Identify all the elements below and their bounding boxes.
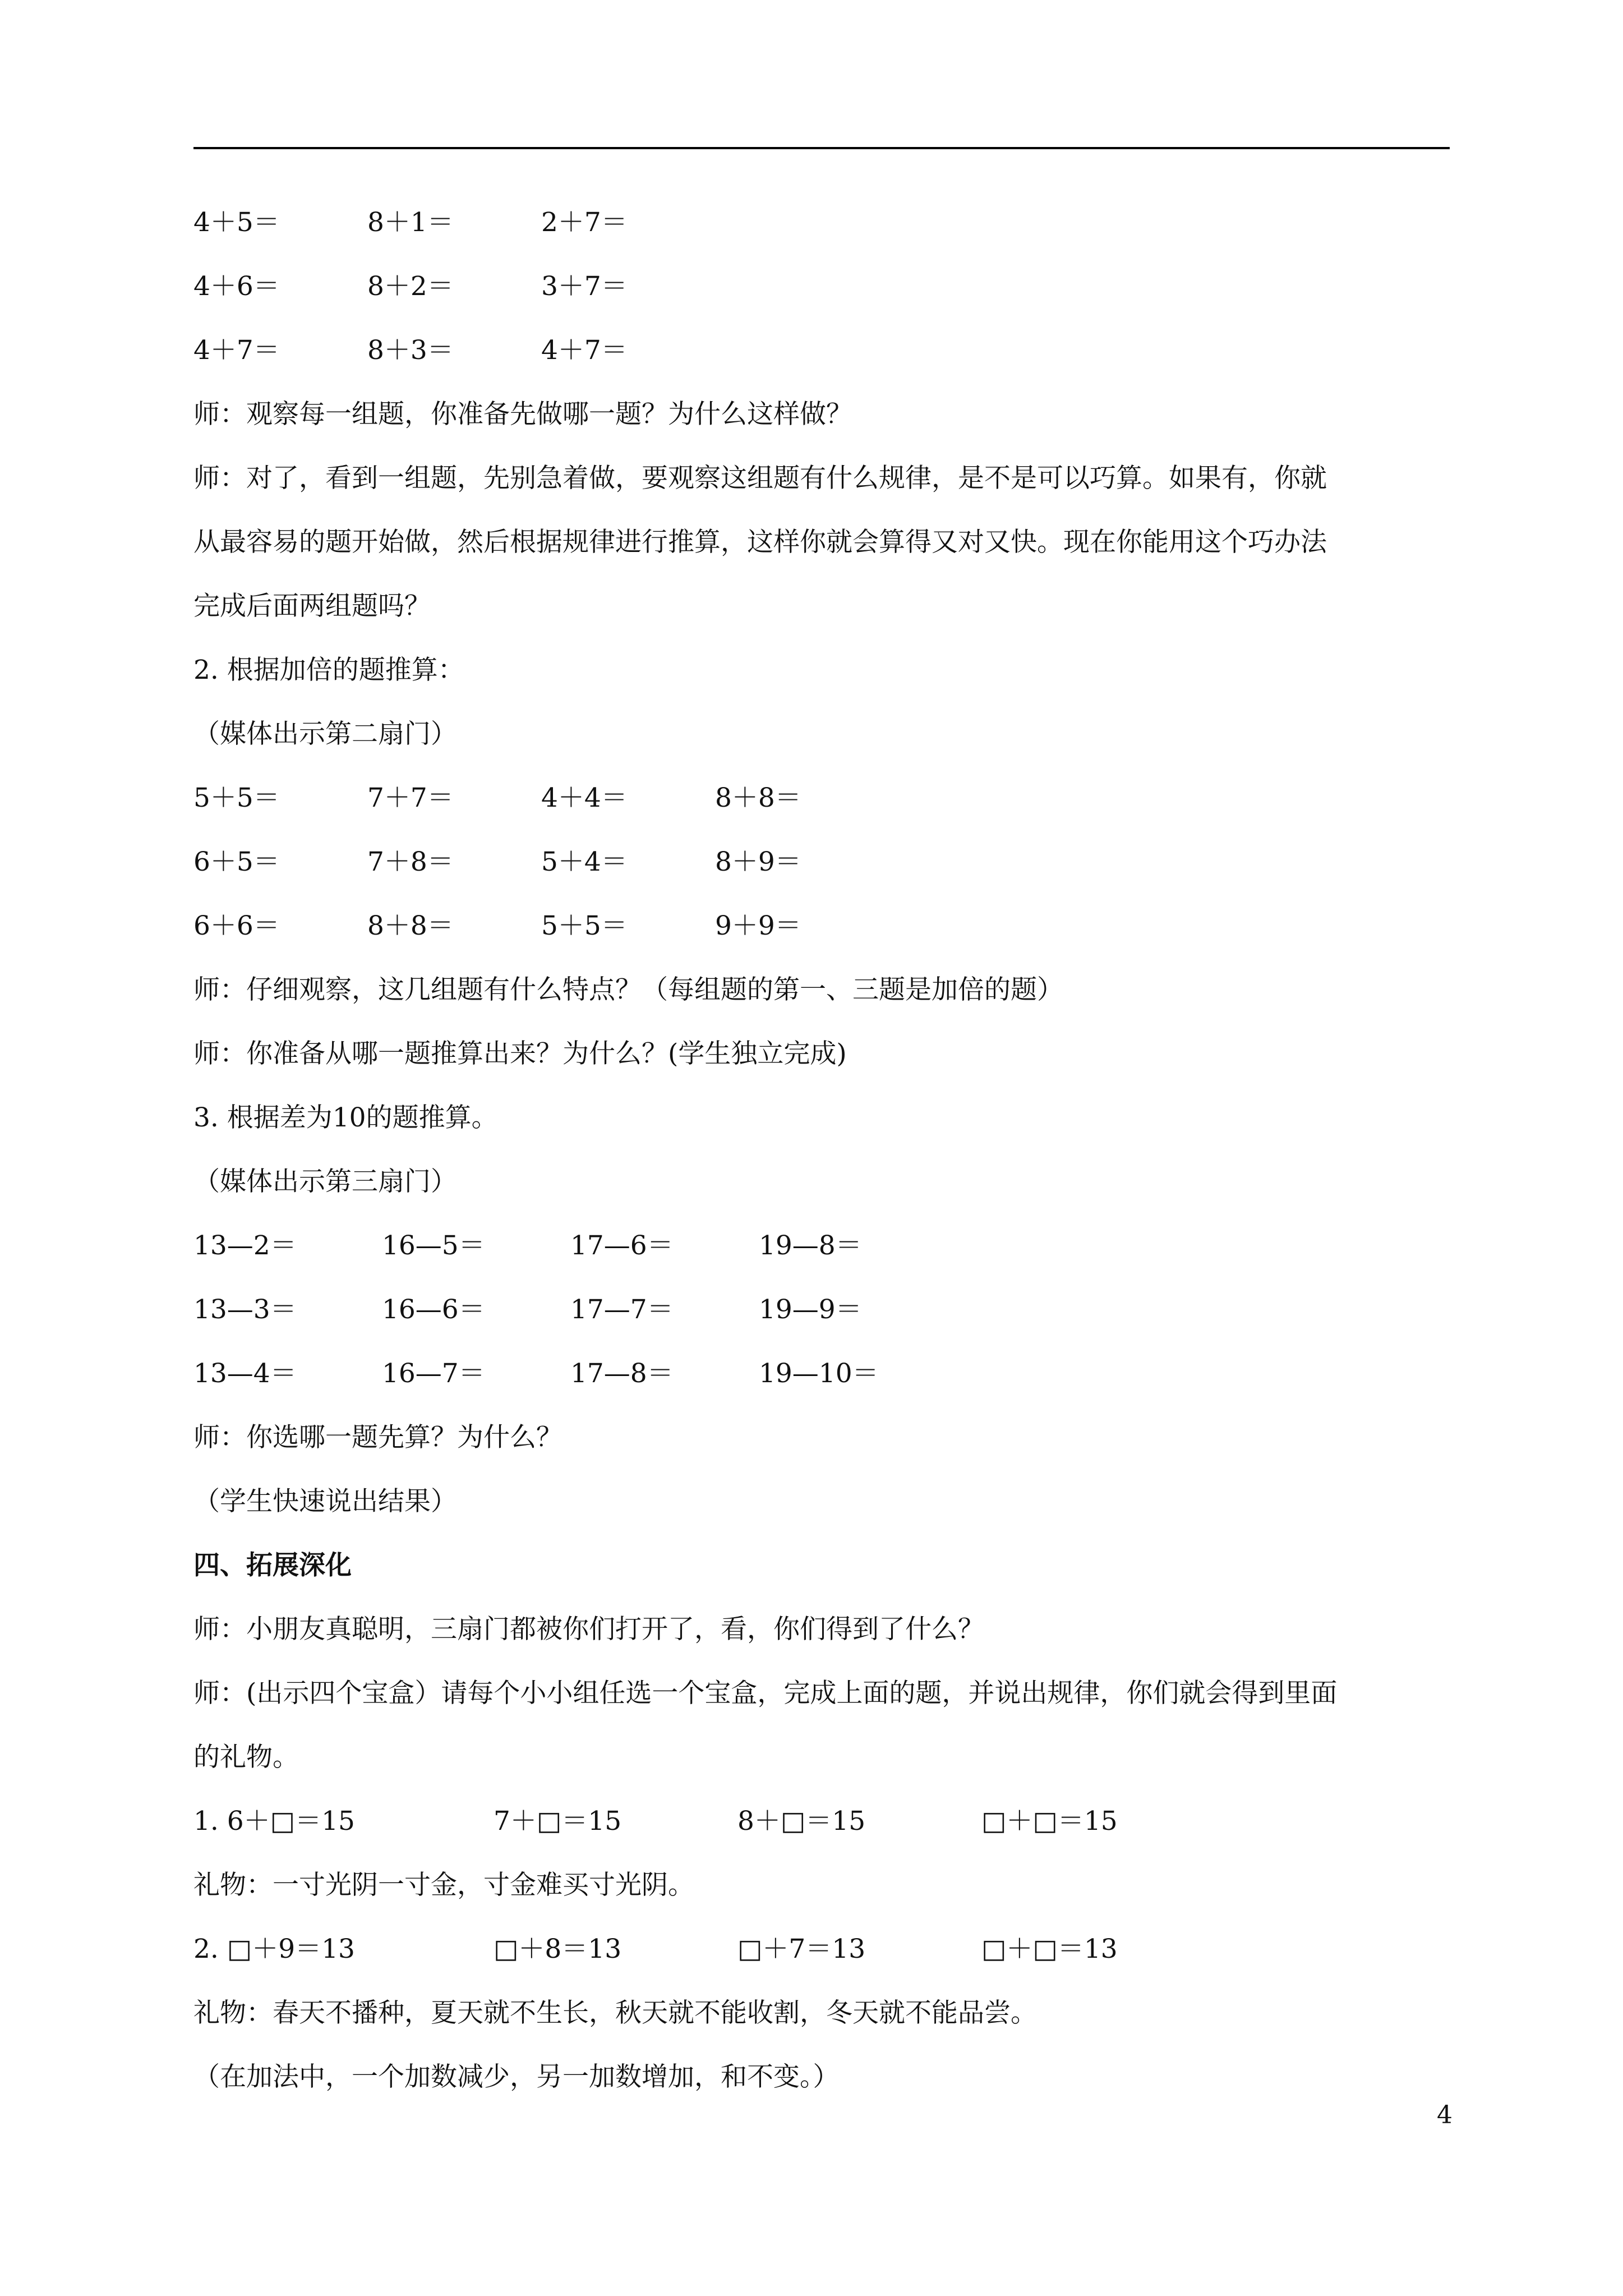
paragraph: 师：观察每一组题，你准备先做哪一题？为什么这样做？ bbox=[193, 399, 852, 430]
equation: 19—9＝ bbox=[759, 1294, 862, 1325]
equation: 19—8＝ bbox=[759, 1230, 862, 1261]
equation: 8＋1＝ bbox=[367, 207, 454, 238]
equation-row bbox=[193, 1278, 1450, 1342]
equation-row bbox=[193, 1342, 1450, 1406]
equation: 16—6＝ bbox=[382, 1294, 485, 1325]
equation: 4＋4＝ bbox=[541, 783, 628, 813]
media-note: （媒体出示第二扇门） bbox=[193, 719, 457, 749]
subheading: 2. 根据加倍的题推算： bbox=[193, 655, 464, 685]
equation: 16—5＝ bbox=[382, 1230, 485, 1261]
equation: 9＋9＝ bbox=[715, 910, 801, 941]
equation: 17—8＝ bbox=[570, 1358, 674, 1389]
gift-text: 礼物：一寸光阴一寸金，寸金难买寸光阴。 bbox=[193, 1870, 694, 1901]
equation-row bbox=[193, 1214, 1450, 1278]
subheading: 3. 根据差为10的题推算。 bbox=[193, 1102, 498, 1133]
header-rule bbox=[193, 147, 1450, 149]
paragraph: 师：你准备从哪一题推算出来？为什么？(学生独立完成) bbox=[193, 1038, 847, 1069]
equation: 8＋9＝ bbox=[715, 846, 801, 877]
gift-text: 礼物：春天不播种，夏天就不生长，秋天就不能收割，冬天就不能品尝。 bbox=[193, 1998, 1037, 2028]
equation-row bbox=[193, 894, 1450, 958]
paragraph: 从最容易的题开始做，然后根据规律进行推算，这样你就会算得又对又快。现在你能用这个巧办法 bbox=[193, 527, 1327, 558]
equation: 6＋6＝ bbox=[193, 910, 280, 941]
equation: 7＋7＝ bbox=[367, 783, 454, 813]
rule-note: （在加法中，一个加数减少，另一加数增加，和不变。） bbox=[193, 2062, 840, 2092]
fill-blank-equation: 8＋□＝15 bbox=[737, 1806, 866, 1837]
paragraph: （学生快速说出结果） bbox=[193, 1486, 457, 1517]
equation: 5＋4＝ bbox=[541, 846, 628, 877]
fill-blank-equation: □＋7＝13 bbox=[737, 1934, 866, 1964]
equation: 5＋5＝ bbox=[193, 783, 280, 813]
equation: 5＋5＝ bbox=[541, 910, 628, 941]
equation: 6＋5＝ bbox=[193, 846, 280, 877]
fill-blank-equation: □＋8＝13 bbox=[494, 1934, 622, 1964]
paragraph: 师：仔细观察，这几组题有什么特点？（每组题的第一、三题是加倍的题） bbox=[193, 974, 1063, 1005]
equation: 3＋7＝ bbox=[541, 271, 628, 302]
section-heading: 四、拓展深化 bbox=[193, 1550, 352, 1581]
paragraph: 师：(出示四个宝盒）请每个小小组任选一个宝盒，完成上面的题，并说出规律，你们就会得到里面 bbox=[193, 1678, 1338, 1709]
fill-blank-equation: □＋□＝13 bbox=[981, 1934, 1118, 1964]
equation: 17—6＝ bbox=[570, 1230, 674, 1261]
equation-row bbox=[193, 191, 1450, 255]
paragraph: 完成后面两组题吗？ bbox=[193, 591, 431, 622]
equation: 7＋8＝ bbox=[367, 846, 454, 877]
equation: 8＋3＝ bbox=[367, 335, 454, 366]
paragraph: 师：你选哪一题先算？为什么？ bbox=[193, 1422, 562, 1453]
equation-row bbox=[193, 255, 1450, 319]
equation: 4＋5＝ bbox=[193, 207, 280, 238]
fill-blank-equation: 1. 6＋□＝15 bbox=[193, 1806, 355, 1837]
fill-blank-row bbox=[193, 1917, 1450, 1981]
equation: 13—3＝ bbox=[193, 1294, 297, 1325]
equation: 8＋8＝ bbox=[715, 783, 801, 813]
equation: 4＋7＝ bbox=[193, 335, 280, 366]
fill-blank-equation: 2. □＋9＝13 bbox=[193, 1934, 355, 1964]
fill-blank-equation: 7＋□＝15 bbox=[494, 1806, 622, 1837]
paragraph: 的礼物。 bbox=[193, 1742, 299, 1773]
equation: 13—4＝ bbox=[193, 1358, 297, 1389]
equation: 4＋7＝ bbox=[541, 335, 628, 366]
equation: 8＋8＝ bbox=[367, 910, 454, 941]
equation: 2＋7＝ bbox=[541, 207, 628, 238]
equation-row bbox=[193, 319, 1450, 383]
equation: 19—10＝ bbox=[759, 1358, 879, 1389]
paragraph: 师：对了，看到一组题，先别急着做，要观察这组题有什么规律，是不是可以巧算。如果有，你就 bbox=[193, 463, 1327, 494]
equation: 4＋6＝ bbox=[193, 271, 280, 302]
fill-blank-row bbox=[193, 1789, 1450, 1853]
equation-row bbox=[193, 830, 1450, 894]
page-content bbox=[193, 191, 1450, 2109]
equation: 13—2＝ bbox=[193, 1230, 297, 1261]
fill-blank-equation: □＋□＝15 bbox=[981, 1806, 1118, 1837]
page-number: 4 bbox=[1437, 2101, 1453, 2129]
paragraph: 师：小朋友真聪明，三扇门都被你们打开了，看，你们得到了什么？ bbox=[193, 1614, 984, 1645]
equation-row bbox=[193, 766, 1450, 830]
equation: 16—7＝ bbox=[382, 1358, 485, 1389]
equation: 8＋2＝ bbox=[367, 271, 454, 302]
equation: 17—7＝ bbox=[570, 1294, 674, 1325]
media-note: （媒体出示第三扇门） bbox=[193, 1166, 457, 1197]
